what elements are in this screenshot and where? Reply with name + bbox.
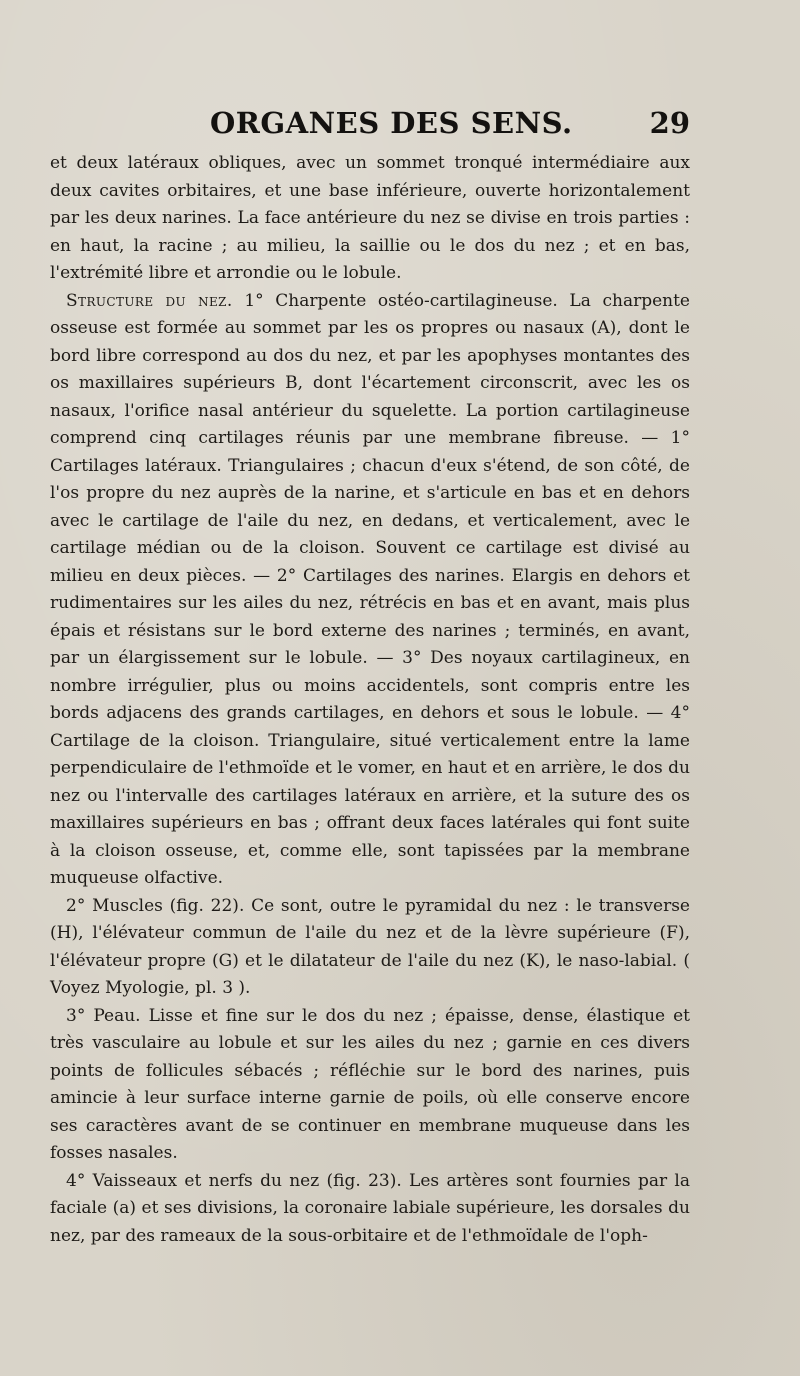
paragraph: 4° Vaisseaux et nerfs du nez (fig. 23). Les artères sont fournies par la faciale (a) et ses divisions, la coronaire labiale supérieure, les dorsales du nez, par des rameaux de la sous-orbitaire et de l'ethmoïdale de l'oph- bbox=[50, 1170, 690, 1246]
paragraph: et deux latéraux obliques, avec un sommet tronqué intermédiaire aux deux cavites orbitaires, et une base inférieure, ouverte horizontalement par les deux narines. La face antérieure du nez se divise en trois parties : en haut, la racine ; au milieu, la saillie ou le dos du nez ; et en bas, l'extrémité libre et arrondie ou le lobule. bbox=[50, 153, 690, 283]
paragraph-text: 1° Charpente ostéo-cartilagineuse. La charpente osseuse est formée au sommet par les os propres ou nasaux (A), dont le bord libre correspond au dos du nez, et par les apophyses montantes des os maxillaires supérieurs B, dont l'écartement circonscrit, avec les os nasaux, l'orifice nasal antérieur du squelette. La portion cartilagineuse comprend cinq cartilages réunis par une membrane fibreuse. — 1° Cartilages latéraux. Triangulaires ; chacun d'eux s'étend, de son côté, de l'os propre du nez auprès de la narine, et s'articule en bas et en dehors avec le cartilage de l'aile du nez, en dedans, et verticalement, avec le cartilage médian ou de la cloison. Souvent ce cartilage est divisé au milieu en deux pièces. — 2° Cartilages des narines. Elargis en dehors et rudimentaires sur les ailes du nez, rétrécis en bas et en avant, mais plus épais et résistans sur le bord externe des narines ; terminés, en avant, par un élargissement sur le lobule. — 3° Des noyaux cartilagineux, en nombre irrégulier, plus ou moins accidentels, sont compris entre les bords adjacens des grands cartilages, en dehors et sous le lobule. — 4° Cartilage de la cloison. Triangulaire, situé verticalement entre la lame perpendiculaire de l'ethmoïde et le vomer, en haut et en arrière, le dos du nez ou l'intervalle des cartilages latéraux en arrière, et la suture des os maxillaires supérieurs en bas ; offrant deux faces latérales qui font suite à la cloison osseuse, et, comme elle, sont tapissées par la membrane muqueuse olfactive. bbox=[50, 290, 690, 888]
running-title: ORGANES DES SENS. bbox=[210, 106, 573, 140]
paragraph: 2° Muscles (fig. 22). Ce sont, outre le pyramidal du nez : le transverse (H), l'élévateur commun de l'aile du nez et de la lèvre supérieure (F), l'élévateur propre (G) et le dilatateur de l'aile du nez (K), le naso-labial. ( Voyez Myologie, pl. 3 ). bbox=[50, 895, 690, 998]
body-text bbox=[50, 150, 690, 1246]
page-header bbox=[50, 106, 690, 146]
section-heading: Structure du nez. bbox=[66, 290, 233, 311]
paragraph: 3° Peau. Lisse et fine sur le dos du nez ; épaisse, dense, élastique et très vasculaire au lobule et sur les ailes du nez ; garnie en ces divers points de follicules sébacés ; réfléchie sur le bord des narines, puis amincie à leur surface interne garnie de poils, où elle conserve encore ses caractères avant de se continuer en membrane muqueuse dans les fosses nasales. bbox=[50, 1005, 690, 1163]
page-number: 29 bbox=[649, 106, 690, 140]
paragraph bbox=[50, 288, 690, 893]
